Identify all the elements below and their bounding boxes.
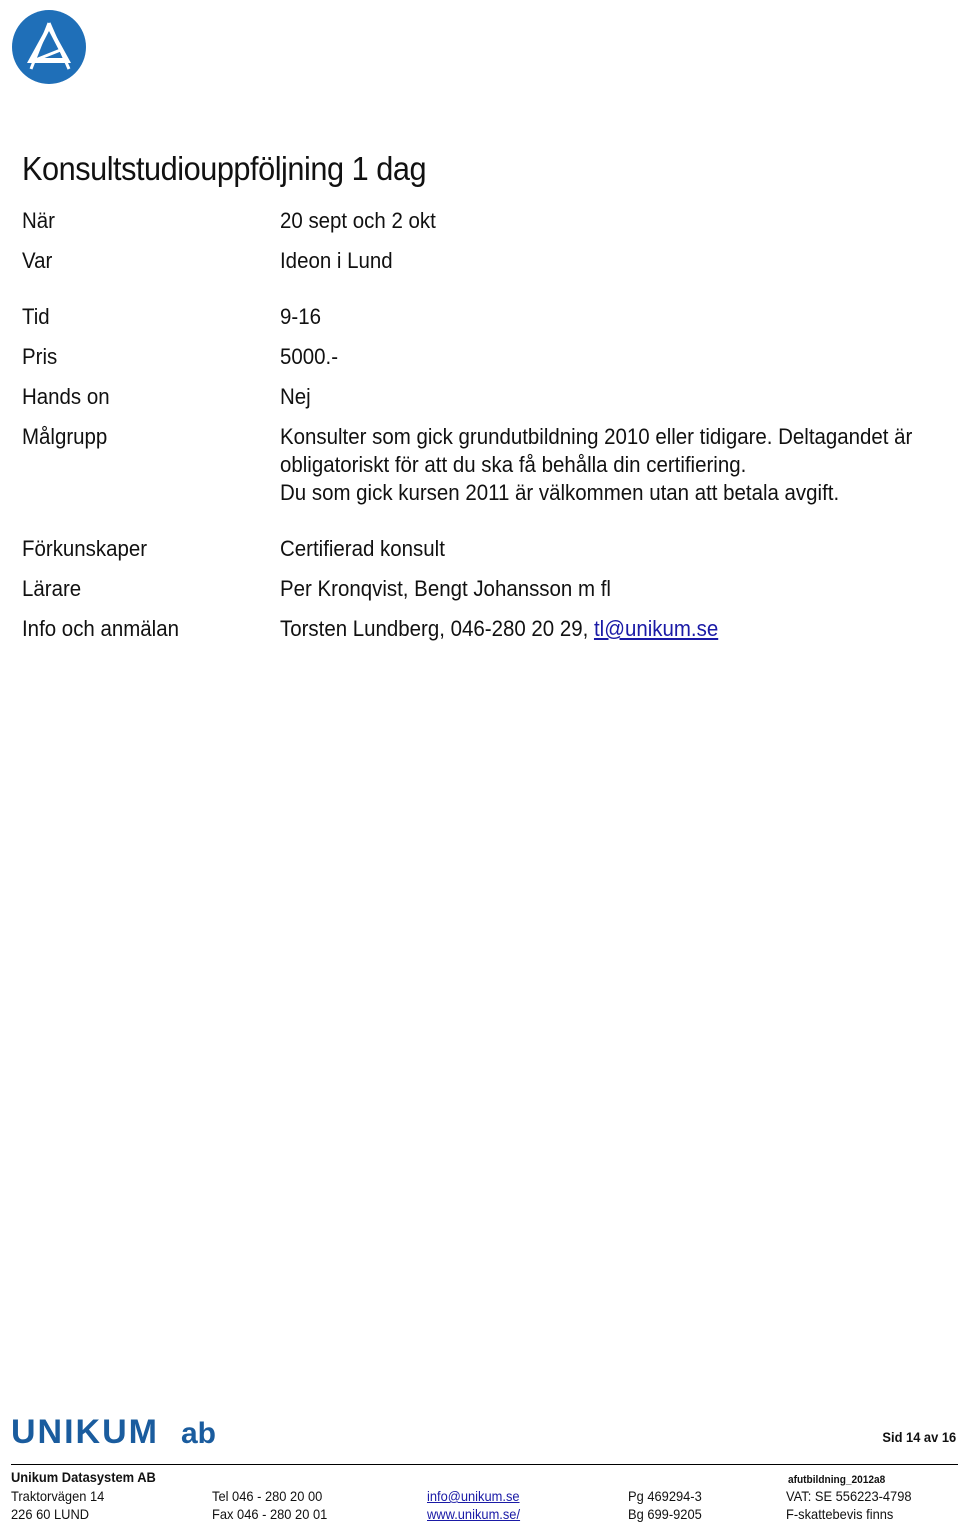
- detail-value: Nej: [280, 384, 311, 409]
- detail-label: Pris: [22, 344, 58, 369]
- svg-text:UNIKUM: UNIKUM: [11, 1413, 159, 1449]
- detail-value: 9-16: [280, 304, 321, 329]
- footer-company: Unikum Datasystem AB: [11, 1469, 156, 1485]
- detail-value: Torsten Lundberg, 046-280 20 29, tl@unikum.se: [280, 616, 719, 641]
- footer-address-street: Traktorvägen 14: [11, 1488, 105, 1504]
- detail-label: Hands on: [22, 384, 110, 409]
- footer-doc-code: afutbildning_2012a8: [788, 1474, 886, 1486]
- unikum-brand-logo: [11, 1413, 223, 1449]
- detail-value: 5000.-: [280, 344, 339, 369]
- footer-tax: F-skattebevis finns: [786, 1506, 894, 1522]
- footer-web-link[interactable]: www.unikum.se/: [427, 1506, 521, 1522]
- footer-tel: Tel 046 - 280 20 00: [212, 1488, 323, 1504]
- footer-bg: Bg 699-9205: [628, 1506, 702, 1522]
- footer-fax: Fax 046 - 280 20 01: [212, 1506, 328, 1522]
- detail-value: Ideon i Lund: [280, 248, 393, 273]
- detail-label: Förkunskaper: [22, 536, 148, 561]
- detail-value: Certifierad konsult: [280, 536, 445, 561]
- footer-divider: [11, 1464, 958, 1465]
- detail-value: Per Kronqvist, Bengt Johansson m fl: [280, 576, 611, 601]
- detail-label: Var: [22, 248, 53, 273]
- triangle-compass-logo-icon: [11, 9, 87, 85]
- footer-address-city: 226 60 LUND: [11, 1506, 90, 1522]
- detail-label: Målgrupp: [22, 424, 108, 449]
- page-title: Konsultstudiouppföljning 1 dag: [22, 150, 427, 187]
- footer-email-link[interactable]: info@unikum.se: [427, 1488, 520, 1504]
- detail-label: Info och anmälan: [22, 616, 179, 641]
- footer-pg: Pg 469294-3: [628, 1488, 702, 1504]
- svg-text:ab: ab: [181, 1417, 217, 1449]
- footer-vat: VAT: SE 556223-4798: [786, 1488, 912, 1504]
- detail-label: När: [22, 208, 55, 233]
- detail-label: Tid: [22, 304, 50, 329]
- detail-label: Lärare: [22, 576, 82, 601]
- page-number: Sid 14 av 16: [882, 1429, 956, 1445]
- contact-email-link[interactable]: tl@unikum.se: [593, 616, 719, 641]
- detail-value: 20 sept och 2 okt: [280, 208, 436, 233]
- detail-value: Konsulter som gick grundutbildning 2010 eller tidigare. Deltagandet är obligatoriskt för att du ska få behålla din certifiering. Du som gick kursen 2011 är välkommen utan att betala avgift.: [280, 424, 913, 505]
